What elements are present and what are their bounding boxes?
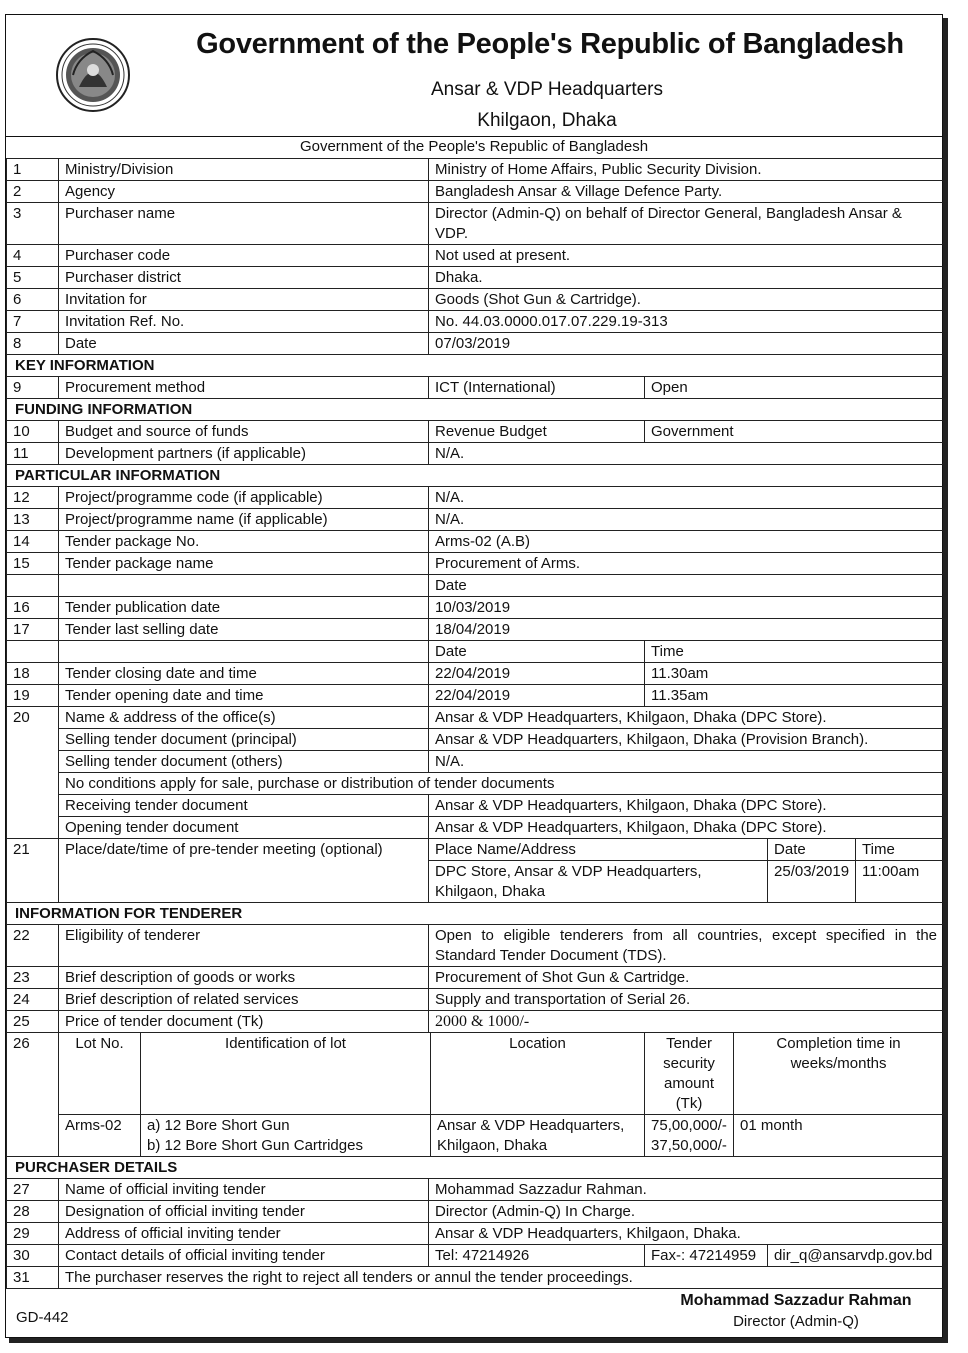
table-cell: ICT (International) [429,377,645,399]
table-row [7,817,944,839]
table-cell: Not used at present. [429,245,944,267]
table-row [7,509,944,531]
table-cell: Price of tender document (Tk) [59,1011,429,1033]
table-cell: No conditions apply for sale, purchase or distribution of tender documents [59,773,944,795]
table-cell: 11.30am [645,663,944,685]
table-row [7,751,944,773]
table-cell: Name & address of the office(s) [59,707,429,729]
table-cell: 9 [7,377,59,399]
table-cell: DPC Store, Ansar & VDP Headquarters, Khilgaon, Dhaka [429,861,768,903]
table-cell: 11 [7,443,59,465]
section-heading [7,355,944,377]
table-row [7,729,944,751]
table-row [7,795,944,817]
tender-notice-table [6,158,944,1289]
table-cell: Development partners (if applicable) [59,443,429,465]
table-cell: 1 [7,159,59,181]
table-cell [7,641,59,663]
table-cell: 18/04/2019 [429,619,944,641]
table-cell: Tender opening date and time [59,685,429,707]
table-cell: 01 month [734,1115,944,1157]
table-row [7,989,944,1011]
table-cell: 3 [7,203,59,245]
table-cell: Purchaser name [59,203,429,245]
table-cell: 30 [7,1245,59,1267]
table-cell: Date [429,575,944,597]
table-row [7,1267,944,1289]
table-cell: 07/03/2019 [429,333,944,355]
table-cell: Invitation for [59,289,429,311]
table-row [7,377,944,399]
signatory-designation: Director (Admin-Q) [733,1313,859,1330]
table-cell: 20 [7,707,59,729]
table-cell: 10 [7,421,59,443]
table-cell: Director (Admin-Q) on behalf of Director General, Bangladesh Ansar & VDP. [429,203,944,245]
table-cell: The purchaser reserves the right to reject all tenders or annul the tender proceedings. [59,1267,944,1289]
table-cell [7,795,59,817]
table-cell [141,1115,431,1157]
security-amount: 37,50,000/- [651,1137,727,1154]
table-caption: Government of the People's Republic of Bangladesh [299,138,649,155]
table-row [7,1179,944,1201]
table-row [7,619,944,641]
table-cell: 11:00am [856,861,944,903]
table-row [7,773,944,795]
section-heading [7,1157,944,1179]
table-cell [7,817,59,839]
table-cell: N/A. [429,487,944,509]
table-cell: Ministry/Division [59,159,429,181]
table-cell: Revenue Budget [429,421,645,443]
table-cell: Procurement of Shot Gun & Cartridge. [429,967,944,989]
table-cell: 7 [7,311,59,333]
divider [6,136,942,137]
table-row [7,421,944,443]
section-heading [7,465,944,487]
table-cell [59,575,429,597]
table-cell: Location [431,1033,645,1115]
table-cell: Project/programme code (if applicable) [59,487,429,509]
table-row [7,1033,944,1115]
table-cell: Receiving tender document [59,795,429,817]
lot-item: b) 12 Bore Short Gun Cartridges [147,1137,363,1154]
table-cell: Contact details of official inviting tender [59,1245,429,1267]
table-row [7,575,944,597]
table-row [7,311,944,333]
table-cell: Brief description of related services [59,989,429,1011]
office-location: Khilgaon, Dhaka [477,110,617,131]
table-cell: Tender closing date and time [59,663,429,685]
table-cell: Tel: 47214926 [429,1245,645,1267]
table-cell: Time [645,641,944,663]
table-cell [59,641,429,663]
table-row [7,487,944,509]
table-cell: Purchaser district [59,267,429,289]
table-cell: 5 [7,267,59,289]
table-row [7,1201,944,1223]
gd-code: GD-442 [16,1309,69,1326]
table-row [7,245,944,267]
table-cell: Selling tender document (others) [59,751,429,773]
table-cell: Goods (Shot Gun & Cartridge). [429,289,944,311]
table-cell: Lot No. [59,1033,141,1115]
table-cell: N/A. [429,751,944,773]
document-title: Government of the People's Republic of Bangladesh [196,28,904,60]
table-cell: Opening tender document [59,817,429,839]
table-cell: Supply and transportation of Serial 26. [429,989,944,1011]
table-cell: Fax-: 47214959 [645,1245,768,1267]
table-row [7,1223,944,1245]
table-row [7,443,944,465]
table-cell: Date [429,641,645,663]
office-name: Ansar & VDP Headquarters [431,79,663,100]
table-cell: Ansar & VDP Headquarters, Khilgaon, Dhaka (DPC Store). [429,817,944,839]
table-cell: Ansar & VDP Headquarters, Khilgaon, Dhaka. [429,1223,944,1245]
table-cell: Ansar & VDP Headquarters, Khilgaon, Dhaka [431,1115,645,1157]
table-cell: Brief description of goods or works [59,967,429,989]
table-cell: Arms-02 [59,1115,141,1157]
table-cell: Ansar & VDP Headquarters, Khilgaon, Dhaka (DPC Store). [429,707,944,729]
table-row [7,685,944,707]
table-cell: Tender last selling date [59,619,429,641]
table-cell: Procurement method [59,377,429,399]
table-row [7,597,944,619]
table-cell: Agency [59,181,429,203]
table-row [7,267,944,289]
table-cell: No. 44.03.0000.017.07.229.19-313 [429,311,944,333]
table-cell: Tender publication date [59,597,429,619]
table-cell: Name of official inviting tender [59,1179,429,1201]
security-amount: 75,00,000/- [651,1117,727,1134]
table-cell: 19 [7,685,59,707]
table-row [7,1245,944,1267]
table-cell: Procurement of Arms. [429,553,944,575]
table-cell: Tender package name [59,553,429,575]
table-cell: 28 [7,1201,59,1223]
table-cell: 12 [7,487,59,509]
table-row [7,289,944,311]
table-cell: 24 [7,989,59,1011]
table-cell: Tender security amount (Tk) [645,1033,734,1115]
table-row [7,203,944,245]
table-cell: 6 [7,289,59,311]
table-cell: Project/programme name (if applicable) [59,509,429,531]
table-row [7,707,944,729]
table-cell: 22/04/2019 [429,685,645,707]
table-row [7,925,944,967]
table-cell: Budget and source of funds [59,421,429,443]
table-cell: 27 [7,1179,59,1201]
table-cell: Designation of official inviting tender [59,1201,429,1223]
table-row [7,553,944,575]
table-cell: N/A. [429,443,944,465]
table-cell: dir_q@ansarvdp.gov.bd [768,1245,944,1267]
frame-shadow [9,1338,948,1343]
table-cell: 29 [7,1223,59,1245]
table-cell: Completion time in weeks/months [734,1033,944,1115]
table-cell: Invitation Ref. No. [59,311,429,333]
table-cell: Eligibility of tenderer [59,925,429,967]
table-cell: 22 [7,925,59,967]
table-cell: N/A. [429,509,944,531]
table-cell: 13 [7,509,59,531]
table-cell: 17 [7,619,59,641]
table-cell: 21 [7,839,59,903]
table-cell: 23 [7,967,59,989]
table-cell [7,729,59,751]
section-heading [7,903,944,925]
table-cell: 22/04/2019 [429,663,645,685]
table-cell: Purchaser code [59,245,429,267]
table-cell [7,575,59,597]
table-cell: 16 [7,597,59,619]
table-row [7,333,944,355]
table-cell: 31 [7,1267,59,1289]
table-cell: Mohammad Sazzadur Rahman. [429,1179,944,1201]
table-cell: 25/03/2019 [768,861,856,903]
table-cell: Address of official inviting tender [59,1223,429,1245]
table-row [7,967,944,989]
table-cell: Dhaka. [429,267,944,289]
table-cell: Ansar & VDP Headquarters, Khilgaon, Dhaka (Provision Branch). [429,729,944,751]
table-cell: Date [768,839,856,861]
table-cell: INFORMATION FOR TENDERER [7,903,944,925]
table-row [7,1115,944,1157]
table-cell: 18 [7,663,59,685]
table-cell: KEY INFORMATION [7,355,944,377]
table-cell: Time [856,839,944,861]
table-row [7,663,944,685]
table-cell [645,1115,734,1157]
table-cell: FUNDING INFORMATION [7,399,944,421]
table-cell: 2 [7,181,59,203]
government-seal-icon [55,37,131,113]
table-cell: 2000 & 1000/- [429,1011,944,1033]
table-cell: 25 [7,1011,59,1033]
table-cell: PARTICULAR INFORMATION [7,465,944,487]
table-cell: 15 [7,553,59,575]
table-cell: 14 [7,531,59,553]
table-cell: Arms-02 (A.B) [429,531,944,553]
table-cell: 10/03/2019 [429,597,944,619]
section-heading [7,399,944,421]
table-cell: Open to eligible tenderers from all countries, except specified in the Standard Tender Document (TDS). [429,925,944,967]
table-cell: Government [645,421,944,443]
table-cell: Director (Admin-Q) In Charge. [429,1201,944,1223]
table-cell: Place Name/Address [429,839,768,861]
table-cell [7,773,59,795]
table-row [7,641,944,663]
table-cell: Ministry of Home Affairs, Public Security Division. [429,159,944,181]
table-row [7,531,944,553]
table-cell: 11.35am [645,685,944,707]
table-cell: 4 [7,245,59,267]
table-row [7,159,944,181]
table-cell: Open [645,377,944,399]
signatory-name: Mohammad Sazzadur Rahman [680,1292,912,1309]
lot-item: a) 12 Bore Short Gun [147,1117,290,1134]
table-cell: Date [59,333,429,355]
table-cell: 8 [7,333,59,355]
table-cell: Place/date/time of pre-tender meeting (optional) [59,839,429,903]
table-row [7,1011,944,1033]
table-cell: Identification of lot [141,1033,431,1115]
table-row [7,839,944,861]
table-cell: Ansar & VDP Headquarters, Khilgaon, Dhaka (DPC Store). [429,795,944,817]
table-cell: Selling tender document (principal) [59,729,429,751]
table-cell: Tender package No. [59,531,429,553]
table-row [7,181,944,203]
table-cell: 26 [7,1033,59,1157]
table-cell [7,751,59,773]
table-cell: PURCHASER DETAILS [7,1157,944,1179]
table-cell: Bangladesh Ansar & Village Defence Party. [429,181,944,203]
